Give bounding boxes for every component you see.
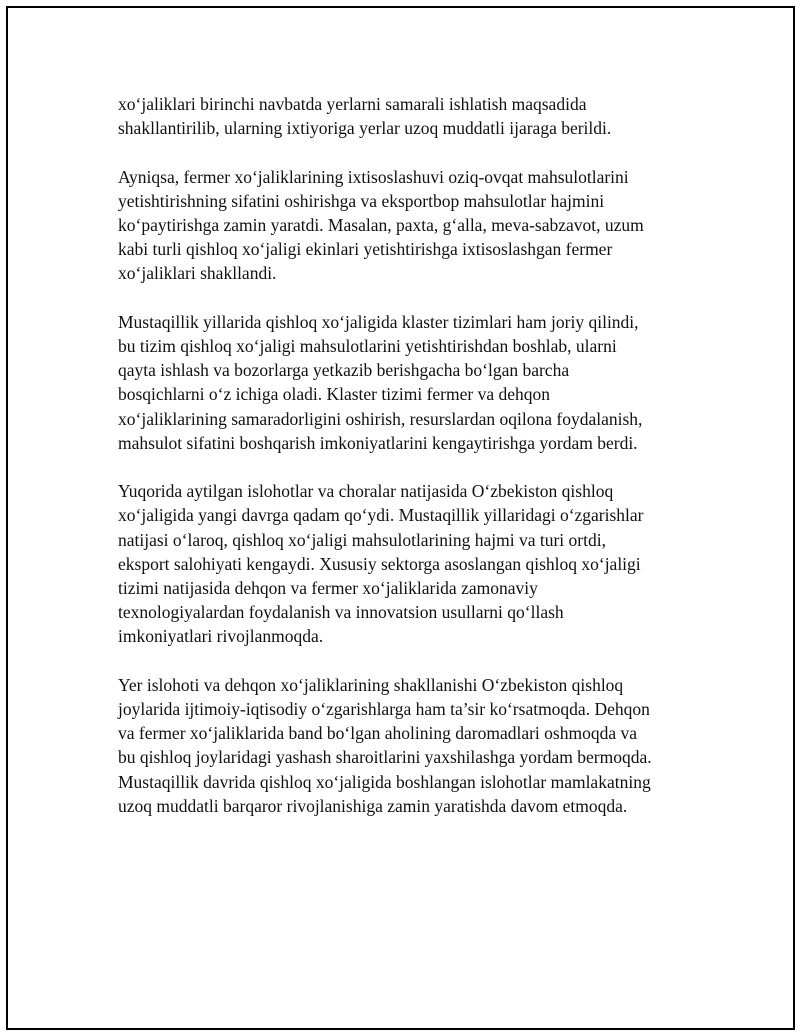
paragraph-1 <box>118 92 678 140</box>
text-line: ko‘paytirishga zamin yaratdi. Masalan, paxta, g‘alla, meva-sabzavot, uzum <box>118 215 644 235</box>
paragraph-5 <box>118 673 678 818</box>
text-line: xo‘jaligida yangi davrga qadam qo‘ydi. Mustaqillik yillaridagi o‘zgarishlar <box>118 505 644 526</box>
text-line: Yuqorida aytilgan islohotlar va choralar natijasida O‘zbekiston qishloq <box>118 481 614 502</box>
text-line: xo‘jaliklari shakllandi. <box>118 263 277 284</box>
text-line: yetishtirishning sifatini oshirishga va eksportbop mahsulotlar hajmini <box>118 190 605 211</box>
text-line: uzoq muddatli barqaror rivojlanishiga zamin yaratishda davom etmoqda. <box>118 795 628 816</box>
text-line: joylarida ijtimoiy-iqtisodiy o‘zgarishlarga ham ta’sir ko‘rsatmoqda. Dehqon <box>118 699 650 720</box>
text-line: mahsulot sifatini boshqarish imkoniyatlarini kengaytirishga yordam berdi. <box>118 432 638 453</box>
document-body <box>118 92 678 842</box>
text-line: Mustaqillik davrida qishloq xo‘jaligida boshlangan islohotlar mamlakatning <box>118 771 651 792</box>
paragraph-4 <box>118 479 678 648</box>
text-line: kabi turli qishloq xo‘jaligi ekinlari yetishtirishga ixtisoslashgan fermer <box>118 239 613 260</box>
text-line: qayta ishlash va bozorlarga yetkazib berishgacha bo‘lgan barcha <box>118 360 570 381</box>
text-line: bu qishloq joylaridagi yashash sharoitlarini yaxshilashga yordam bermoqda. <box>118 747 652 768</box>
text-line: eksport salohiyati kengaydi. Xususiy sektorga asoslangan qishloq xo‘jaligi <box>118 553 641 574</box>
text-line: Yer islohoti va dehqon xo‘jaliklarining shakllanishi O‘zbekiston qishloq <box>118 674 624 695</box>
text-line: xo‘jaliklarining samaradorligini oshirish, resurslardan oqilona foydalanish, <box>118 408 643 429</box>
text-line: shakllantirilib, ularning ixtiyoriga yerlar uzoq muddatli ijaraga berildi. <box>118 118 612 139</box>
text-line: imkoniyatlari rivojlanmoqda. <box>118 626 324 647</box>
text-line: texnologiyalardan foydalanish va innovatsion usullarni qo‘llash <box>118 602 564 623</box>
text-line: bu tizim qishloq xo‘jaligi mahsulotlarini yetishtirishdan boshlab, ularni <box>118 336 617 356</box>
text-line: xo‘jaliklari birinchi navbatda yerlarni samarali ishlatish maqsadida <box>118 94 587 114</box>
text-line: natijasi o‘laroq, qishloq xo‘jaligi mahsulotlarining hajmi va turi ortdi, <box>118 529 606 550</box>
paragraph-3 <box>118 310 678 455</box>
text-line: bosqichlarni o‘z ichiga oladi. Klaster tizimi fermer va dehqon <box>118 384 551 405</box>
text-line: va fermer xo‘jaliklarida band bo‘lgan aholining daromadlari oshmoqda va <box>118 723 637 744</box>
text-line: tizimi natijasida dehqon va fermer xo‘jaliklarida zamonaviy <box>118 578 538 599</box>
text-line: Mustaqillik yillarida qishloq xo‘jaligida klaster tizimlari ham joriy qilindi, <box>118 311 639 332</box>
paragraph-2 <box>118 165 678 286</box>
text-line: Ayniqsa, fermer xo‘jaliklarining ixtisoslashuvi oziq-ovqat mahsulotlarini <box>118 166 629 187</box>
